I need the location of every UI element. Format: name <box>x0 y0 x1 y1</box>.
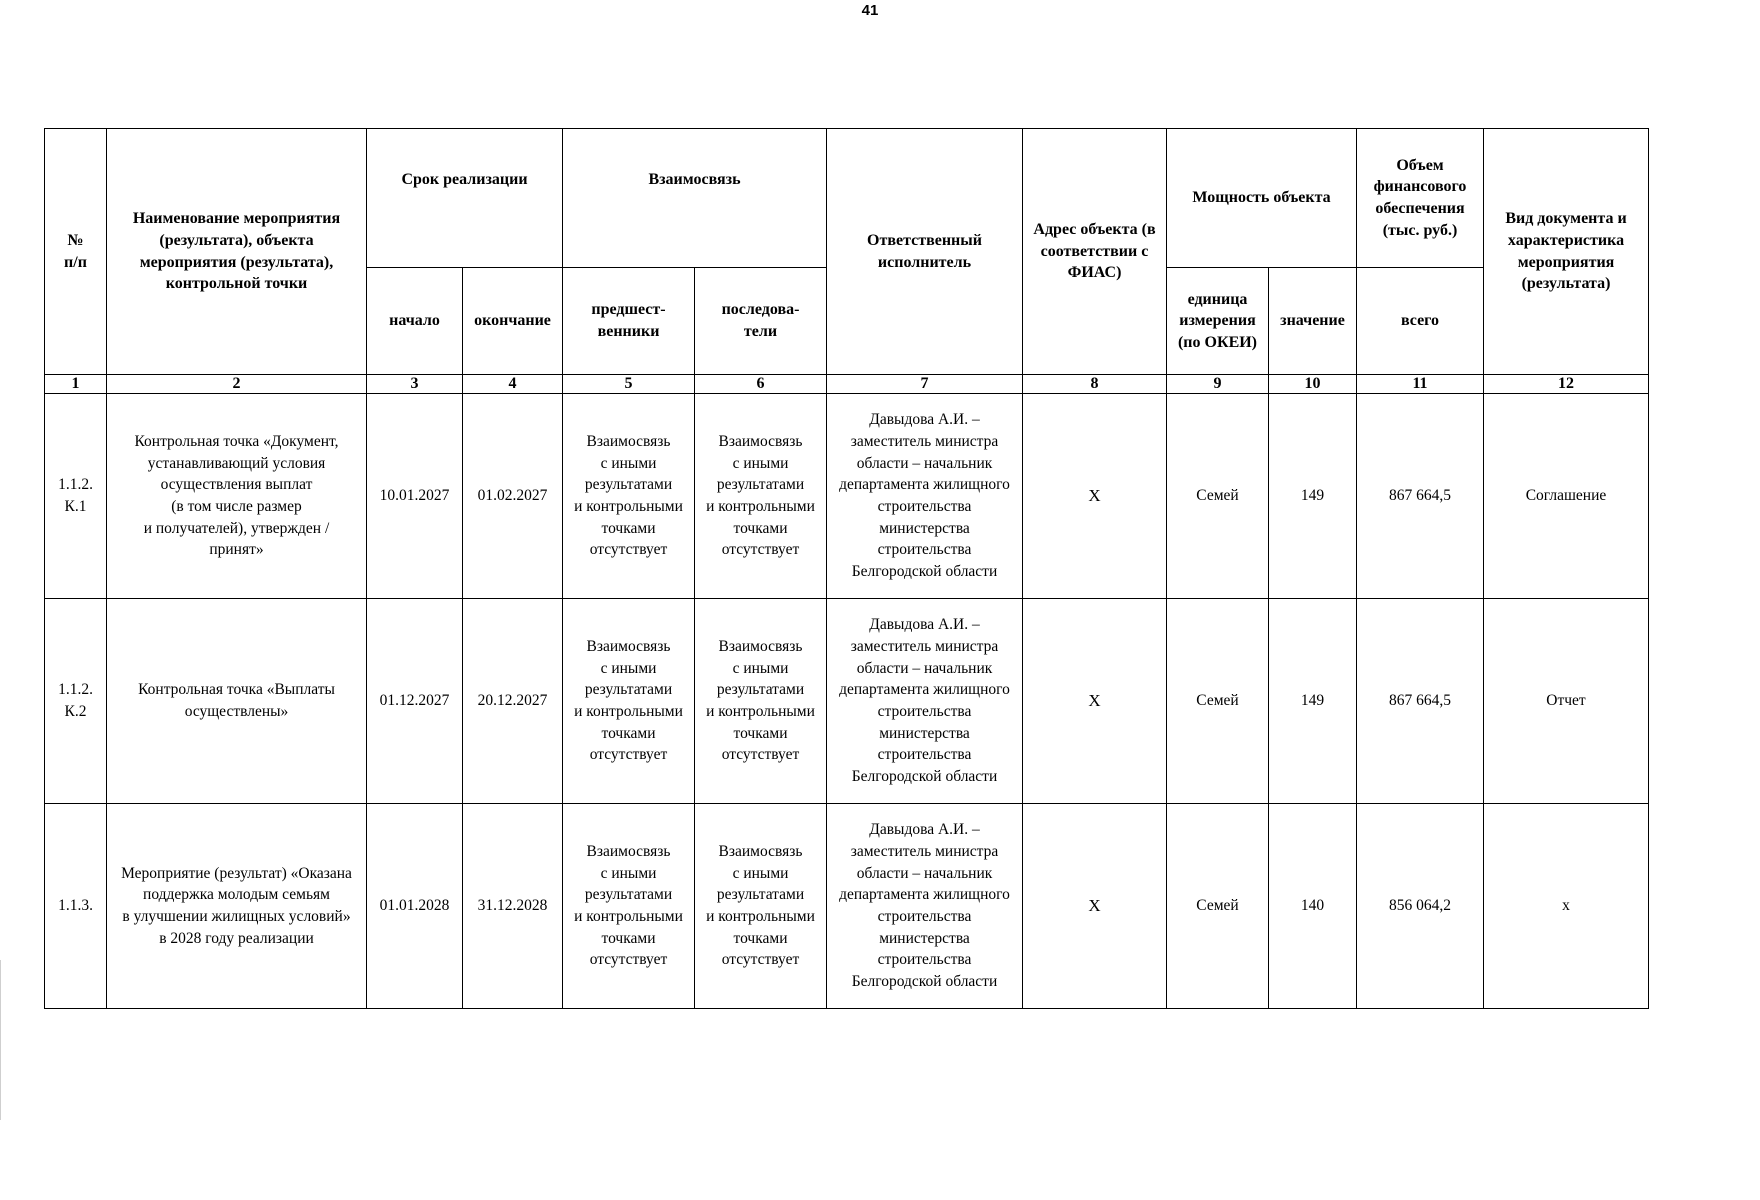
header-doc-type: Вид документа и характеристика мероприятия (результата) <box>1484 129 1649 375</box>
row-predecessors: Взаимосвязь с иными результатами и контрольными точками отсутствует <box>563 599 695 804</box>
row-number: 1.1.2. К.2 <box>45 599 107 804</box>
row-predecessors: Взаимосвязь с иными результатами и контрольными точками отсутствует <box>563 804 695 1009</box>
header-num: № п/п <box>45 129 107 375</box>
row-doc-type: Отчет <box>1484 599 1649 804</box>
header-name: Наименование мероприятия (результата), объекта мероприятия (результата), контрольной точки <box>107 129 367 375</box>
row-successors: Взаимосвязь с иными результатами и контрольными точками отсутствует <box>695 394 827 599</box>
row-start-date: 10.01.2027 <box>367 394 463 599</box>
row-value: 140 <box>1269 804 1357 1009</box>
table-row <box>45 599 1649 804</box>
header-relation: Взаимосвязь <box>563 129 827 268</box>
row-value: 149 <box>1269 394 1357 599</box>
row-address: Х <box>1023 804 1167 1009</box>
row-number: 1.1.3. <box>45 804 107 1009</box>
header-address: Адрес объекта (в соответствии с ФИАС) <box>1023 129 1167 375</box>
column-number: 12 <box>1484 375 1649 394</box>
page-number: 41 <box>861 2 879 19</box>
column-number: 2 <box>107 375 367 394</box>
row-name: Контрольная точка «Документ, устанавливающий условия осуществления выплат (в том числе размер и получателей), утвержден / принят» <box>107 394 367 599</box>
header-successors: последова- тели <box>695 268 827 375</box>
row-unit: Семей <box>1167 599 1269 804</box>
row-end-date: 31.12.2028 <box>463 804 563 1009</box>
table-row <box>45 394 1649 599</box>
row-doc-type: х <box>1484 804 1649 1009</box>
row-end-date: 01.02.2027 <box>463 394 563 599</box>
row-successors: Взаимосвязь с иными результатами и контрольными точками отсутствует <box>695 599 827 804</box>
column-number: 11 <box>1357 375 1484 394</box>
row-number: 1.1.2. К.1 <box>45 394 107 599</box>
header-period: Срок реализации <box>367 129 563 268</box>
column-number: 4 <box>463 375 563 394</box>
row-unit: Семей <box>1167 804 1269 1009</box>
plan-table <box>44 128 1649 1009</box>
column-number: 6 <box>695 375 827 394</box>
row-doc-type: Соглашение <box>1484 394 1649 599</box>
row-responsible: Давыдова А.И. – заместитель министра области – начальник департамента жилищного строительства министерства строительства Белгородской области <box>827 804 1023 1009</box>
header-unit: единица измерения (по ОКЕИ) <box>1167 268 1269 375</box>
row-predecessors: Взаимосвязь с иными результатами и контрольными точками отсутствует <box>563 394 695 599</box>
row-name: Контрольная точка «Выплаты осуществлены» <box>107 599 367 804</box>
row-address: Х <box>1023 599 1167 804</box>
header-end: окончание <box>463 268 563 375</box>
header-value: значение <box>1269 268 1357 375</box>
column-number: 9 <box>1167 375 1269 394</box>
row-value: 149 <box>1269 599 1357 804</box>
column-number: 5 <box>563 375 695 394</box>
header-total: всего <box>1357 268 1484 375</box>
row-total: 867 664,5 <box>1357 599 1484 804</box>
header-capacity: Мощность объекта <box>1167 129 1357 268</box>
row-responsible: Давыдова А.И. – заместитель министра области – начальник департамента жилищного строительства министерства строительства Белгородской области <box>827 394 1023 599</box>
column-number: 10 <box>1269 375 1357 394</box>
row-total: 856 064,2 <box>1357 804 1484 1009</box>
scan-edge-line <box>0 960 1 1120</box>
row-name: Мероприятие (результат) «Оказана поддержка молодым семьям в улучшении жилищных условий» в 2028 году реализации <box>107 804 367 1009</box>
header-start: начало <box>367 268 463 375</box>
row-successors: Взаимосвязь с иными результатами и контрольными точками отсутствует <box>695 804 827 1009</box>
column-number: 3 <box>367 375 463 394</box>
column-number: 7 <box>827 375 1023 394</box>
row-unit: Семей <box>1167 394 1269 599</box>
row-start-date: 01.12.2027 <box>367 599 463 804</box>
table-row <box>45 804 1649 1009</box>
header-responsible: Ответственный исполнитель <box>827 129 1023 375</box>
row-end-date: 20.12.2027 <box>463 599 563 804</box>
header-predecessors: предшест- венники <box>563 268 695 375</box>
row-address: Х <box>1023 394 1167 599</box>
row-start-date: 01.01.2028 <box>367 804 463 1009</box>
plan-table-container <box>44 128 1648 1009</box>
row-responsible: Давыдова А.И. – заместитель министра области – начальник департамента жилищного строительства министерства строительства Белгородской области <box>827 599 1023 804</box>
column-number: 1 <box>45 375 107 394</box>
column-number: 8 <box>1023 375 1167 394</box>
row-total: 867 664,5 <box>1357 394 1484 599</box>
header-finance: Объем финансового обеспечения (тыс. руб.) <box>1357 129 1484 268</box>
